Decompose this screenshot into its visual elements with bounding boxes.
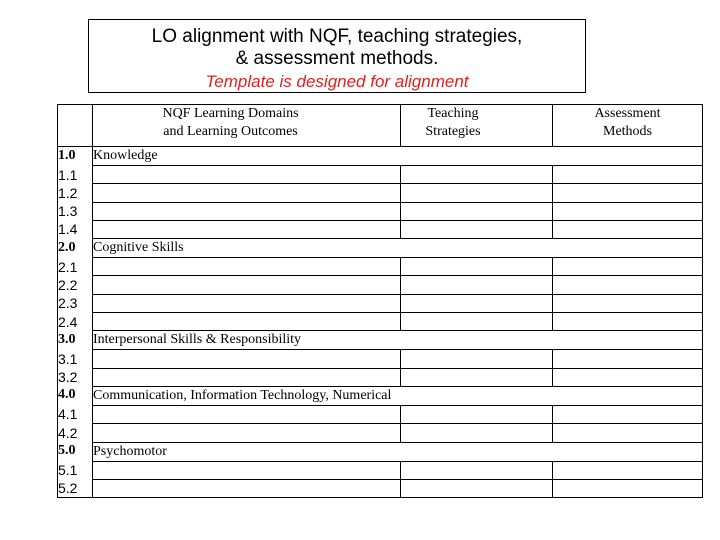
row-number: 2.4 (58, 313, 93, 331)
teaching-cell[interactable] (401, 184, 553, 202)
row-number: 3.1 (58, 350, 93, 368)
header-assessment-line-2: Methods (603, 124, 652, 139)
teaching-cell[interactable] (401, 220, 553, 238)
title-line-2: & assessment methods. (235, 48, 439, 69)
assessment-cell[interactable] (553, 368, 703, 386)
outcome-cell[interactable] (93, 405, 401, 423)
table-row (58, 368, 703, 386)
domain-heading: Communication, Information Technology, Numerical (93, 386, 703, 405)
row-number: 3.2 (58, 368, 93, 386)
assessment-cell[interactable] (553, 258, 703, 276)
row-number: 1.3 (58, 202, 93, 220)
domain-heading: Knowledge (93, 147, 703, 166)
outcome-cell[interactable] (93, 368, 401, 386)
row-number: 2.3 (58, 294, 93, 312)
table-body (58, 147, 703, 498)
row-number: 1.1 (58, 166, 93, 184)
header-teaching (401, 105, 553, 147)
header-assessment (553, 105, 703, 147)
row-number: 1.4 (58, 220, 93, 238)
outcome-cell[interactable] (93, 166, 401, 184)
assessment-cell[interactable] (553, 350, 703, 368)
outcome-cell[interactable] (93, 202, 401, 220)
table-row (58, 220, 703, 238)
title-box (88, 19, 586, 93)
table-row (58, 424, 703, 442)
row-number: 1.0 (58, 147, 93, 166)
teaching-cell[interactable] (401, 276, 553, 294)
row-number: 5.1 (58, 461, 93, 479)
header-domains-line-1: NQF Learning Domains (162, 106, 299, 121)
teaching-cell[interactable] (401, 424, 553, 442)
teaching-cell[interactable] (401, 202, 553, 220)
outcome-cell[interactable] (93, 184, 401, 202)
outcome-cell[interactable] (93, 461, 401, 479)
outcome-cell[interactable] (93, 313, 401, 331)
assessment-cell[interactable] (553, 461, 703, 479)
table-row (58, 184, 703, 202)
assessment-cell[interactable] (553, 294, 703, 312)
header-teaching-line-1: Teaching (427, 106, 479, 121)
header-teaching-line-2: Strategies (425, 124, 481, 139)
table-row (58, 331, 703, 350)
row-number: 4.0 (58, 386, 93, 405)
assessment-cell[interactable] (553, 166, 703, 184)
header-number-cell (58, 105, 93, 147)
assessment-cell[interactable] (553, 276, 703, 294)
teaching-cell[interactable] (401, 313, 553, 331)
header-domains-line-2: and Learning Outcomes (163, 124, 298, 139)
alignment-table (57, 104, 703, 498)
row-number: 5.0 (58, 442, 93, 461)
teaching-cell[interactable] (401, 166, 553, 184)
table-row (58, 442, 703, 461)
domain-heading: Interpersonal Skills & Responsibility (93, 331, 703, 350)
outcome-cell[interactable] (93, 479, 401, 498)
table-row (58, 202, 703, 220)
assessment-cell[interactable] (553, 184, 703, 202)
teaching-cell[interactable] (401, 479, 553, 498)
table-row (58, 386, 703, 405)
outcome-cell[interactable] (93, 276, 401, 294)
outcome-cell[interactable] (93, 258, 401, 276)
table-row (58, 405, 703, 423)
row-number: 3.0 (58, 331, 93, 350)
table-row (58, 350, 703, 368)
assessment-cell[interactable] (553, 424, 703, 442)
assessment-cell[interactable] (553, 313, 703, 331)
assessment-cell[interactable] (553, 479, 703, 498)
table-row (58, 147, 703, 166)
assessment-cell[interactable] (553, 220, 703, 238)
header-assessment-line-1: Assessment (594, 106, 661, 121)
teaching-cell[interactable] (401, 368, 553, 386)
domain-heading: Psychomotor (93, 442, 703, 461)
table-row (58, 313, 703, 331)
outcome-cell[interactable] (93, 294, 401, 312)
teaching-cell[interactable] (401, 294, 553, 312)
row-number: 4.2 (58, 424, 93, 442)
domain-heading: Cognitive Skills (93, 239, 703, 258)
outcome-cell[interactable] (93, 220, 401, 238)
row-number: 1.2 (58, 184, 93, 202)
table-row (58, 479, 703, 498)
row-number: 2.2 (58, 276, 93, 294)
row-number: 4.1 (58, 405, 93, 423)
assessment-cell[interactable] (553, 202, 703, 220)
table-row (58, 166, 703, 184)
title-subtitle: Template is designed for alignment (205, 72, 469, 91)
teaching-cell[interactable] (401, 350, 553, 368)
row-number: 2.1 (58, 258, 93, 276)
outcome-cell[interactable] (93, 424, 401, 442)
teaching-cell[interactable] (401, 405, 553, 423)
assessment-cell[interactable] (553, 405, 703, 423)
outcome-cell[interactable] (93, 350, 401, 368)
teaching-cell[interactable] (401, 461, 553, 479)
row-number: 2.0 (58, 239, 93, 258)
table-row (58, 239, 703, 258)
table-row (58, 276, 703, 294)
table-row (58, 258, 703, 276)
table-row (58, 461, 703, 479)
header-domains (93, 105, 401, 147)
title-line-1: LO alignment with NQF, teaching strategies, (151, 26, 523, 47)
teaching-cell[interactable] (401, 258, 553, 276)
row-number: 5.2 (58, 479, 93, 498)
table-row (58, 294, 703, 312)
